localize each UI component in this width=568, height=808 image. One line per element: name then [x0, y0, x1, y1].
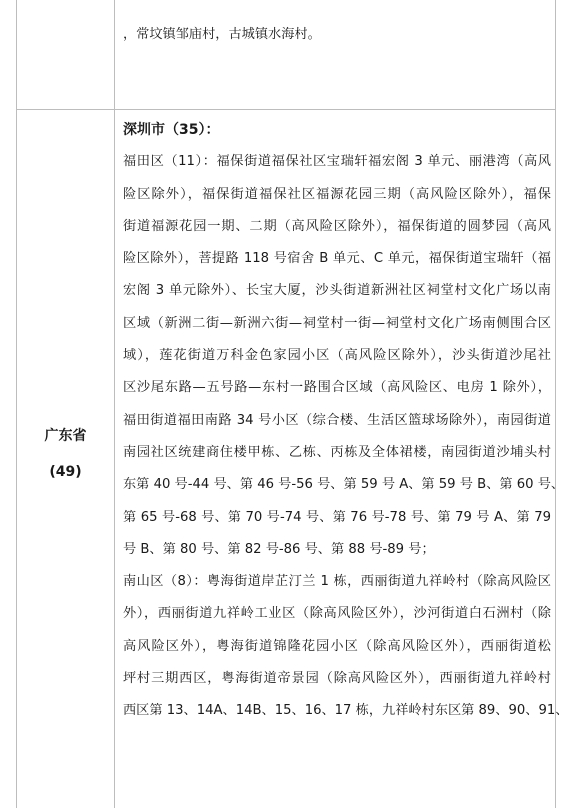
district-table [16, 0, 568, 808]
futian-line: 区域（新洲二街—新洲六街—祠堂村一街—祠堂村文化广场南侧围合区 [123, 315, 551, 331]
futian-line: 号 B、第 80 号、第 82 号-86 号、第 88 号-89 号； [123, 541, 435, 557]
region-content [123, 114, 568, 728]
futian-line: 福田街道福田南路 34 号小区（综合楼、生活区篮球场除外），南园街道 [123, 412, 551, 428]
futian-paragraph [123, 146, 565, 566]
nanshan-line: 坪村三期西区，粤海街道帝景园（除高风险区外），西丽街道九祥岭村 [123, 671, 551, 687]
province-cell [17, 418, 114, 490]
futian-line: 险区除外），福保街道福保社区福源花园三期（高风险区除外），福保 [123, 186, 551, 202]
futian-line: 福田区（11）：福保街道福保社区宝瑞轩福宏阁 3 单元、丽港湾（高风 [123, 154, 551, 170]
previous-row-text: ，常坟镇邹庙村，古城镇水海村。 [123, 27, 321, 42]
futian-line: 第 65 号-68 号、第 70 号-74 号、第 76 号-78 号、第 79 号 A、第 79 [123, 509, 551, 525]
city-heading: 深圳市（35）： [123, 122, 220, 138]
nanshan-line: 南山区（8）：粤海街道岸芷汀兰 1 栋，西丽街道九祥岭村（除高风险区 [123, 574, 551, 590]
province-name: 广东省 [44, 428, 87, 444]
column-divider [114, 0, 115, 808]
nanshan-line: 高风险区外），粤海街道锦隆花园小区（除高风险区外），西丽街道松 [123, 638, 551, 654]
nanshan-line: 外），西丽街道九祥岭工业区（除高风险区外），沙河街道白石洲村（除 [123, 606, 551, 622]
nanshan-paragraph [123, 566, 568, 727]
futian-line: 东第 40 号-44 号、第 46 号-56 号、第 59 号 A、第 59 号 B、第 60 号、 [123, 477, 565, 493]
futian-line: 南园社区统建商住楼甲栋、乙栋、丙栋及全体裙楼，南园街道沙埔头村 [123, 444, 551, 460]
futian-line: 险区除外），菩提路 118 号宿舍 B 单元、C 单元，福保街道宝瑞轩（福 [123, 251, 551, 267]
row-divider [17, 109, 555, 110]
futian-line: 区沙尾东路—五号路—东村一路围合区域（高风险区、电房 1 除外）， [123, 380, 551, 396]
previous-row-content [123, 18, 547, 52]
futian-line: 街道福源花园一期、二期（高风险区除外），福保街道的圆梦园（高风 [123, 218, 551, 234]
futian-line: 域），莲花街道万科金色家园小区（高风险区除外），沙头街道沙尾社 [123, 348, 551, 364]
futian-line: 宏阁 3 单元除外）、长宝大厦，沙头街道新洲社区祠堂村文化广场以南 [123, 283, 551, 299]
nanshan-line: 西区第 13、14A、14B、15、16、17 栋，九祥岭村东区第 89、90、91、 [123, 703, 568, 719]
province-count: (49) [49, 464, 82, 480]
